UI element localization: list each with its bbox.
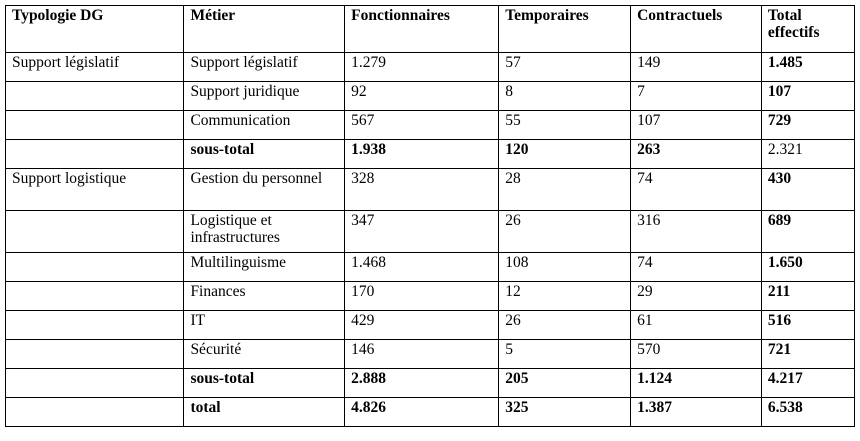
cell-fonctionnaires: 1.938 bbox=[345, 140, 499, 169]
table-row bbox=[6, 340, 855, 369]
table-row-total bbox=[6, 398, 855, 427]
staff-table bbox=[5, 5, 855, 427]
cell-metier: Support juridique bbox=[184, 82, 345, 111]
cell-metier: Support législatif bbox=[184, 53, 345, 82]
cell-contractuels: 29 bbox=[631, 282, 762, 311]
cell-fonctionnaires: 170 bbox=[345, 282, 499, 311]
cell-typologie bbox=[6, 211, 184, 253]
cell-typologie: Support législatif bbox=[6, 53, 184, 82]
cell-typologie bbox=[6, 253, 184, 282]
cell-contractuels: 1.124 bbox=[631, 369, 762, 398]
header-fonctionnaires: Fonctionnaires bbox=[345, 6, 499, 53]
cell-total: 729 bbox=[761, 111, 854, 140]
cell-fonctionnaires: 328 bbox=[345, 169, 499, 211]
cell-temporaires: 120 bbox=[499, 140, 631, 169]
cell-total: 4.217 bbox=[761, 369, 854, 398]
cell-metier: Logistique et infrastructures bbox=[184, 211, 345, 253]
table-row bbox=[6, 282, 855, 311]
cell-fonctionnaires: 1.468 bbox=[345, 253, 499, 282]
header-metier: Métier bbox=[184, 6, 345, 53]
cell-temporaires: 108 bbox=[499, 253, 631, 282]
cell-total: 430 bbox=[761, 169, 854, 211]
cell-contractuels: 74 bbox=[631, 169, 762, 211]
cell-fonctionnaires: 146 bbox=[345, 340, 499, 369]
cell-typologie bbox=[6, 282, 184, 311]
cell-metier: Gestion du personnel bbox=[184, 169, 345, 211]
cell-metier: Sécurité bbox=[184, 340, 345, 369]
table-row bbox=[6, 53, 855, 82]
cell-fonctionnaires: 429 bbox=[345, 311, 499, 340]
cell-fonctionnaires: 347 bbox=[345, 211, 499, 253]
table-row-subtotal bbox=[6, 369, 855, 398]
table-row-subtotal bbox=[6, 140, 855, 169]
cell-typologie: Support logistique bbox=[6, 169, 184, 211]
cell-temporaires: 26 bbox=[499, 211, 631, 253]
cell-fonctionnaires: 92 bbox=[345, 82, 499, 111]
cell-temporaires: 26 bbox=[499, 311, 631, 340]
header-total: Total effectifs bbox=[761, 6, 854, 53]
cell-contractuels: 316 bbox=[631, 211, 762, 253]
cell-temporaires: 57 bbox=[499, 53, 631, 82]
cell-typologie bbox=[6, 311, 184, 340]
cell-total: 721 bbox=[761, 340, 854, 369]
cell-contractuels: 263 bbox=[631, 140, 762, 169]
table-row bbox=[6, 111, 855, 140]
cell-contractuels: 1.387 bbox=[631, 398, 762, 427]
cell-total: 107 bbox=[761, 82, 854, 111]
cell-metier: sous-total bbox=[184, 140, 345, 169]
cell-total: 516 bbox=[761, 311, 854, 340]
cell-metier: Finances bbox=[184, 282, 345, 311]
cell-typologie bbox=[6, 398, 184, 427]
header-temporaires: Temporaires bbox=[499, 6, 631, 53]
cell-fonctionnaires: 1.279 bbox=[345, 53, 499, 82]
cell-total: 1.650 bbox=[761, 253, 854, 282]
cell-contractuels: 7 bbox=[631, 82, 762, 111]
cell-temporaires: 55 bbox=[499, 111, 631, 140]
table-header-row bbox=[6, 6, 855, 53]
cell-total: 2.321 bbox=[761, 140, 854, 169]
cell-contractuels: 570 bbox=[631, 340, 762, 369]
cell-typologie bbox=[6, 111, 184, 140]
cell-temporaires: 8 bbox=[499, 82, 631, 111]
cell-typologie bbox=[6, 340, 184, 369]
cell-metier: Communication bbox=[184, 111, 345, 140]
cell-metier: total bbox=[184, 398, 345, 427]
cell-metier: sous-total bbox=[184, 369, 345, 398]
cell-contractuels: 61 bbox=[631, 311, 762, 340]
cell-contractuels: 74 bbox=[631, 253, 762, 282]
cell-total: 1.485 bbox=[761, 53, 854, 82]
cell-contractuels: 107 bbox=[631, 111, 762, 140]
cell-temporaires: 28 bbox=[499, 169, 631, 211]
cell-temporaires: 12 bbox=[499, 282, 631, 311]
cell-temporaires: 205 bbox=[499, 369, 631, 398]
cell-temporaires: 5 bbox=[499, 340, 631, 369]
table-row bbox=[6, 311, 855, 340]
header-typologie: Typologie DG bbox=[6, 6, 184, 53]
cell-contractuels: 149 bbox=[631, 53, 762, 82]
cell-metier: Multilinguisme bbox=[184, 253, 345, 282]
table-row bbox=[6, 169, 855, 211]
cell-total: 689 bbox=[761, 211, 854, 253]
cell-typologie bbox=[6, 82, 184, 111]
table-row bbox=[6, 211, 855, 253]
cell-total: 211 bbox=[761, 282, 854, 311]
cell-fonctionnaires: 4.826 bbox=[345, 398, 499, 427]
table-row bbox=[6, 253, 855, 282]
cell-typologie bbox=[6, 140, 184, 169]
cell-fonctionnaires: 567 bbox=[345, 111, 499, 140]
header-contractuels: Contractuels bbox=[631, 6, 762, 53]
cell-total: 6.538 bbox=[761, 398, 854, 427]
cell-metier: IT bbox=[184, 311, 345, 340]
cell-fonctionnaires: 2.888 bbox=[345, 369, 499, 398]
table-row bbox=[6, 82, 855, 111]
cell-typologie bbox=[6, 369, 184, 398]
cell-temporaires: 325 bbox=[499, 398, 631, 427]
